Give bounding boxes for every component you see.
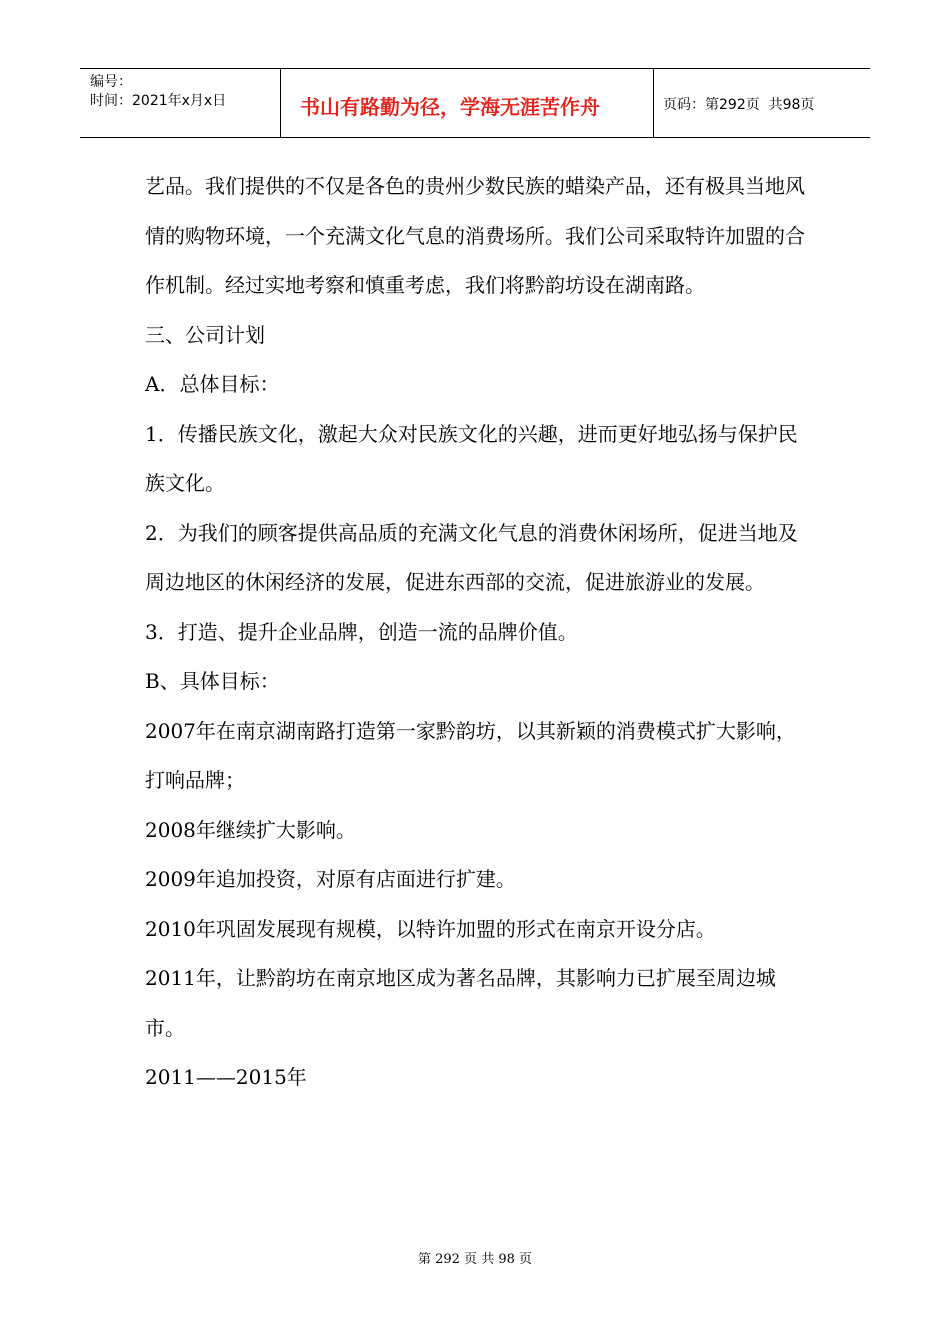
timeline-item: 2011年，让黔韵坊在南京地区成为著名品牌，其影响力已扩展至周边城市。	[145, 966, 776, 1040]
subsection-heading: A．总体目标：	[145, 372, 280, 396]
timeline-item: 2009年追加投资，对原有店面进行扩建。	[145, 867, 516, 891]
list-item: 2．为我们的顾客提供高品质的充满文化气息的消费休闲场所，促进当地及周边地区的休闲经济的发展，促进东西部的交流，促进旅游业的发展。	[145, 520, 798, 594]
document-number-label: 编号：	[90, 74, 132, 90]
header-motto-cell	[281, 69, 654, 137]
document-date: 时间：2021年x月x日	[90, 93, 227, 109]
page-footer: 第 292 页 共 98 页	[417, 1252, 533, 1267]
list-item: 1．传播民族文化，激起大众对民族文化的兴趣，进而更好地弘扬与保护民族文化。	[145, 421, 798, 495]
timeline-item: 2010年巩固发展现有规模，以特许加盟的形式在南京开设分店。	[145, 916, 716, 941]
header-page-cell	[654, 69, 870, 137]
timeline-item: 2007年在南京湖南路打造第一家黔韵坊，以其新颖的消费模式扩大影响，打响品牌；	[145, 718, 796, 792]
section-heading: 三、公司计划	[145, 322, 265, 347]
header-page-info: 页码：第292页 共98页	[663, 97, 815, 113]
timeline-item: 2011——2015年	[145, 1065, 307, 1089]
header-motto: 书山有路勤为径，学海无涯苦作舟	[300, 94, 600, 119]
list-item: 3．打造、提升企业品牌，创造一流的品牌价值。	[145, 619, 578, 644]
page-header	[80, 68, 870, 138]
body-paragraph: 艺品。我们提供的不仅是各色的贵州少数民族的蜡染产品，还有极具当地风情的购物环境，一个充满文化气息的消费场所。我们公司采取特许加盟的合作机制。经过实地考察和慎重考虑，我们将黔韵坊设在湖南路。	[145, 174, 805, 297]
subsection-heading: B、具体目标：	[145, 669, 280, 693]
timeline-item: 2008年继续扩大影响。	[145, 817, 356, 842]
header-meta	[80, 69, 281, 137]
document-body	[145, 162, 815, 1103]
